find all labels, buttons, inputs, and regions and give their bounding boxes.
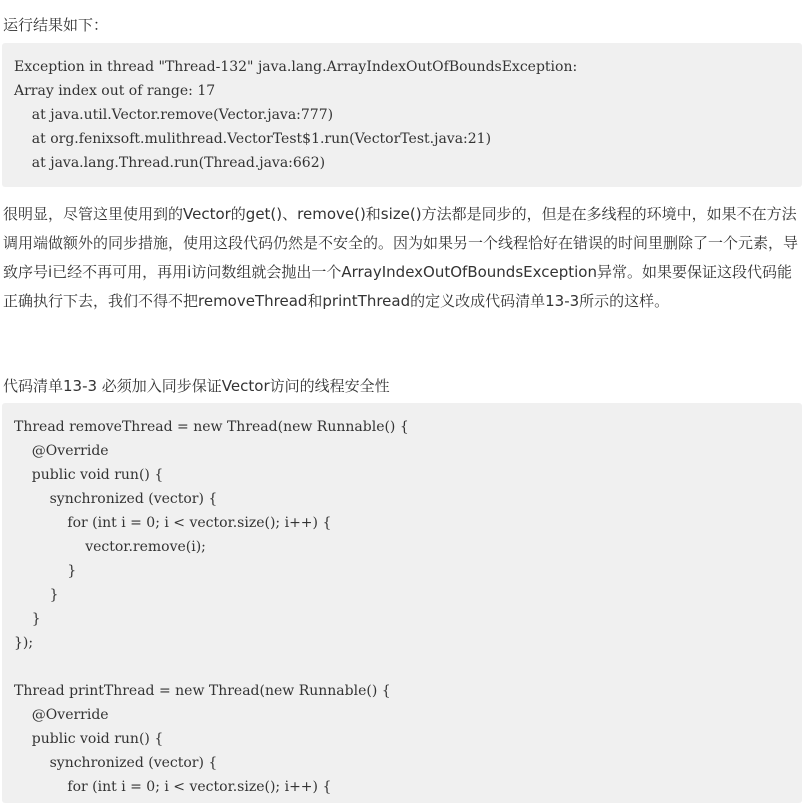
- intro-text: 运行结果如下：: [3, 16, 109, 34]
- code-listing-block: [2, 403, 802, 803]
- code-line: Thread removeThread = new Thread(new Runnable() {: [14, 419, 409, 435]
- code-line: vector.remove(i);: [14, 539, 206, 555]
- description-paragraph: 很明显，尽管这里使用到的Vector的get()、remove()和size()方法都是同步的，但是在多线程的环境中，如果不在方法调用端做额外的同步措施，使用这段代码仍然是不安全的。因为如果另一个线程恰好在错误的时间里删除了一个元素，导致序号i已经不再可用，再用i访问数组就会抛出一个ArrayIndexOutOfBoundsException异常。如果要保证这段代码能正确执行下去，我们不得不把removeThread和printThread的定义改成代码清单13-3所示的这样。: [3, 205, 799, 310]
- code-line: at org.fenixsoft.mulithread.VectorTest$1.run(VectorTest.java:21): [14, 131, 492, 147]
- code-line: }: [14, 563, 77, 579]
- code-line: });: [14, 635, 34, 651]
- description-paragraph-wrapper: [0, 200, 806, 316]
- exception-output-block: [2, 43, 802, 187]
- code-line: synchronized (vector) {: [14, 755, 218, 771]
- code-line: Exception in thread "Thread-132" java.lang.ArrayIndexOutOfBoundsException:: [14, 59, 578, 75]
- code-line: at java.lang.Thread.run(Thread.java:662): [14, 155, 326, 171]
- code-line: for (int i = 0; i < vector.size(); i++) {: [14, 779, 332, 795]
- code-line: for (int i = 0; i < vector.size(); i++) {: [14, 515, 332, 531]
- code-line: synchronized (vector) {: [14, 491, 218, 507]
- code-line: public void run() {: [14, 731, 164, 747]
- code-line: @Override: [14, 443, 109, 459]
- code-line: public void run() {: [14, 467, 164, 483]
- code-line: @Override: [14, 707, 109, 723]
- code-listing-caption: 代码清单13-3 必须加入同步保证Vector访问的线程安全性: [3, 377, 390, 395]
- code-line: }: [14, 611, 41, 627]
- code-line: at java.util.Vector.remove(Vector.java:777): [14, 107, 334, 123]
- code-line: Thread printThread = new Thread(new Runnable() {: [14, 683, 391, 699]
- code-line: [14, 655, 790, 679]
- code-line: }: [14, 587, 59, 603]
- code-line: Array index out of range: 17: [14, 83, 216, 99]
